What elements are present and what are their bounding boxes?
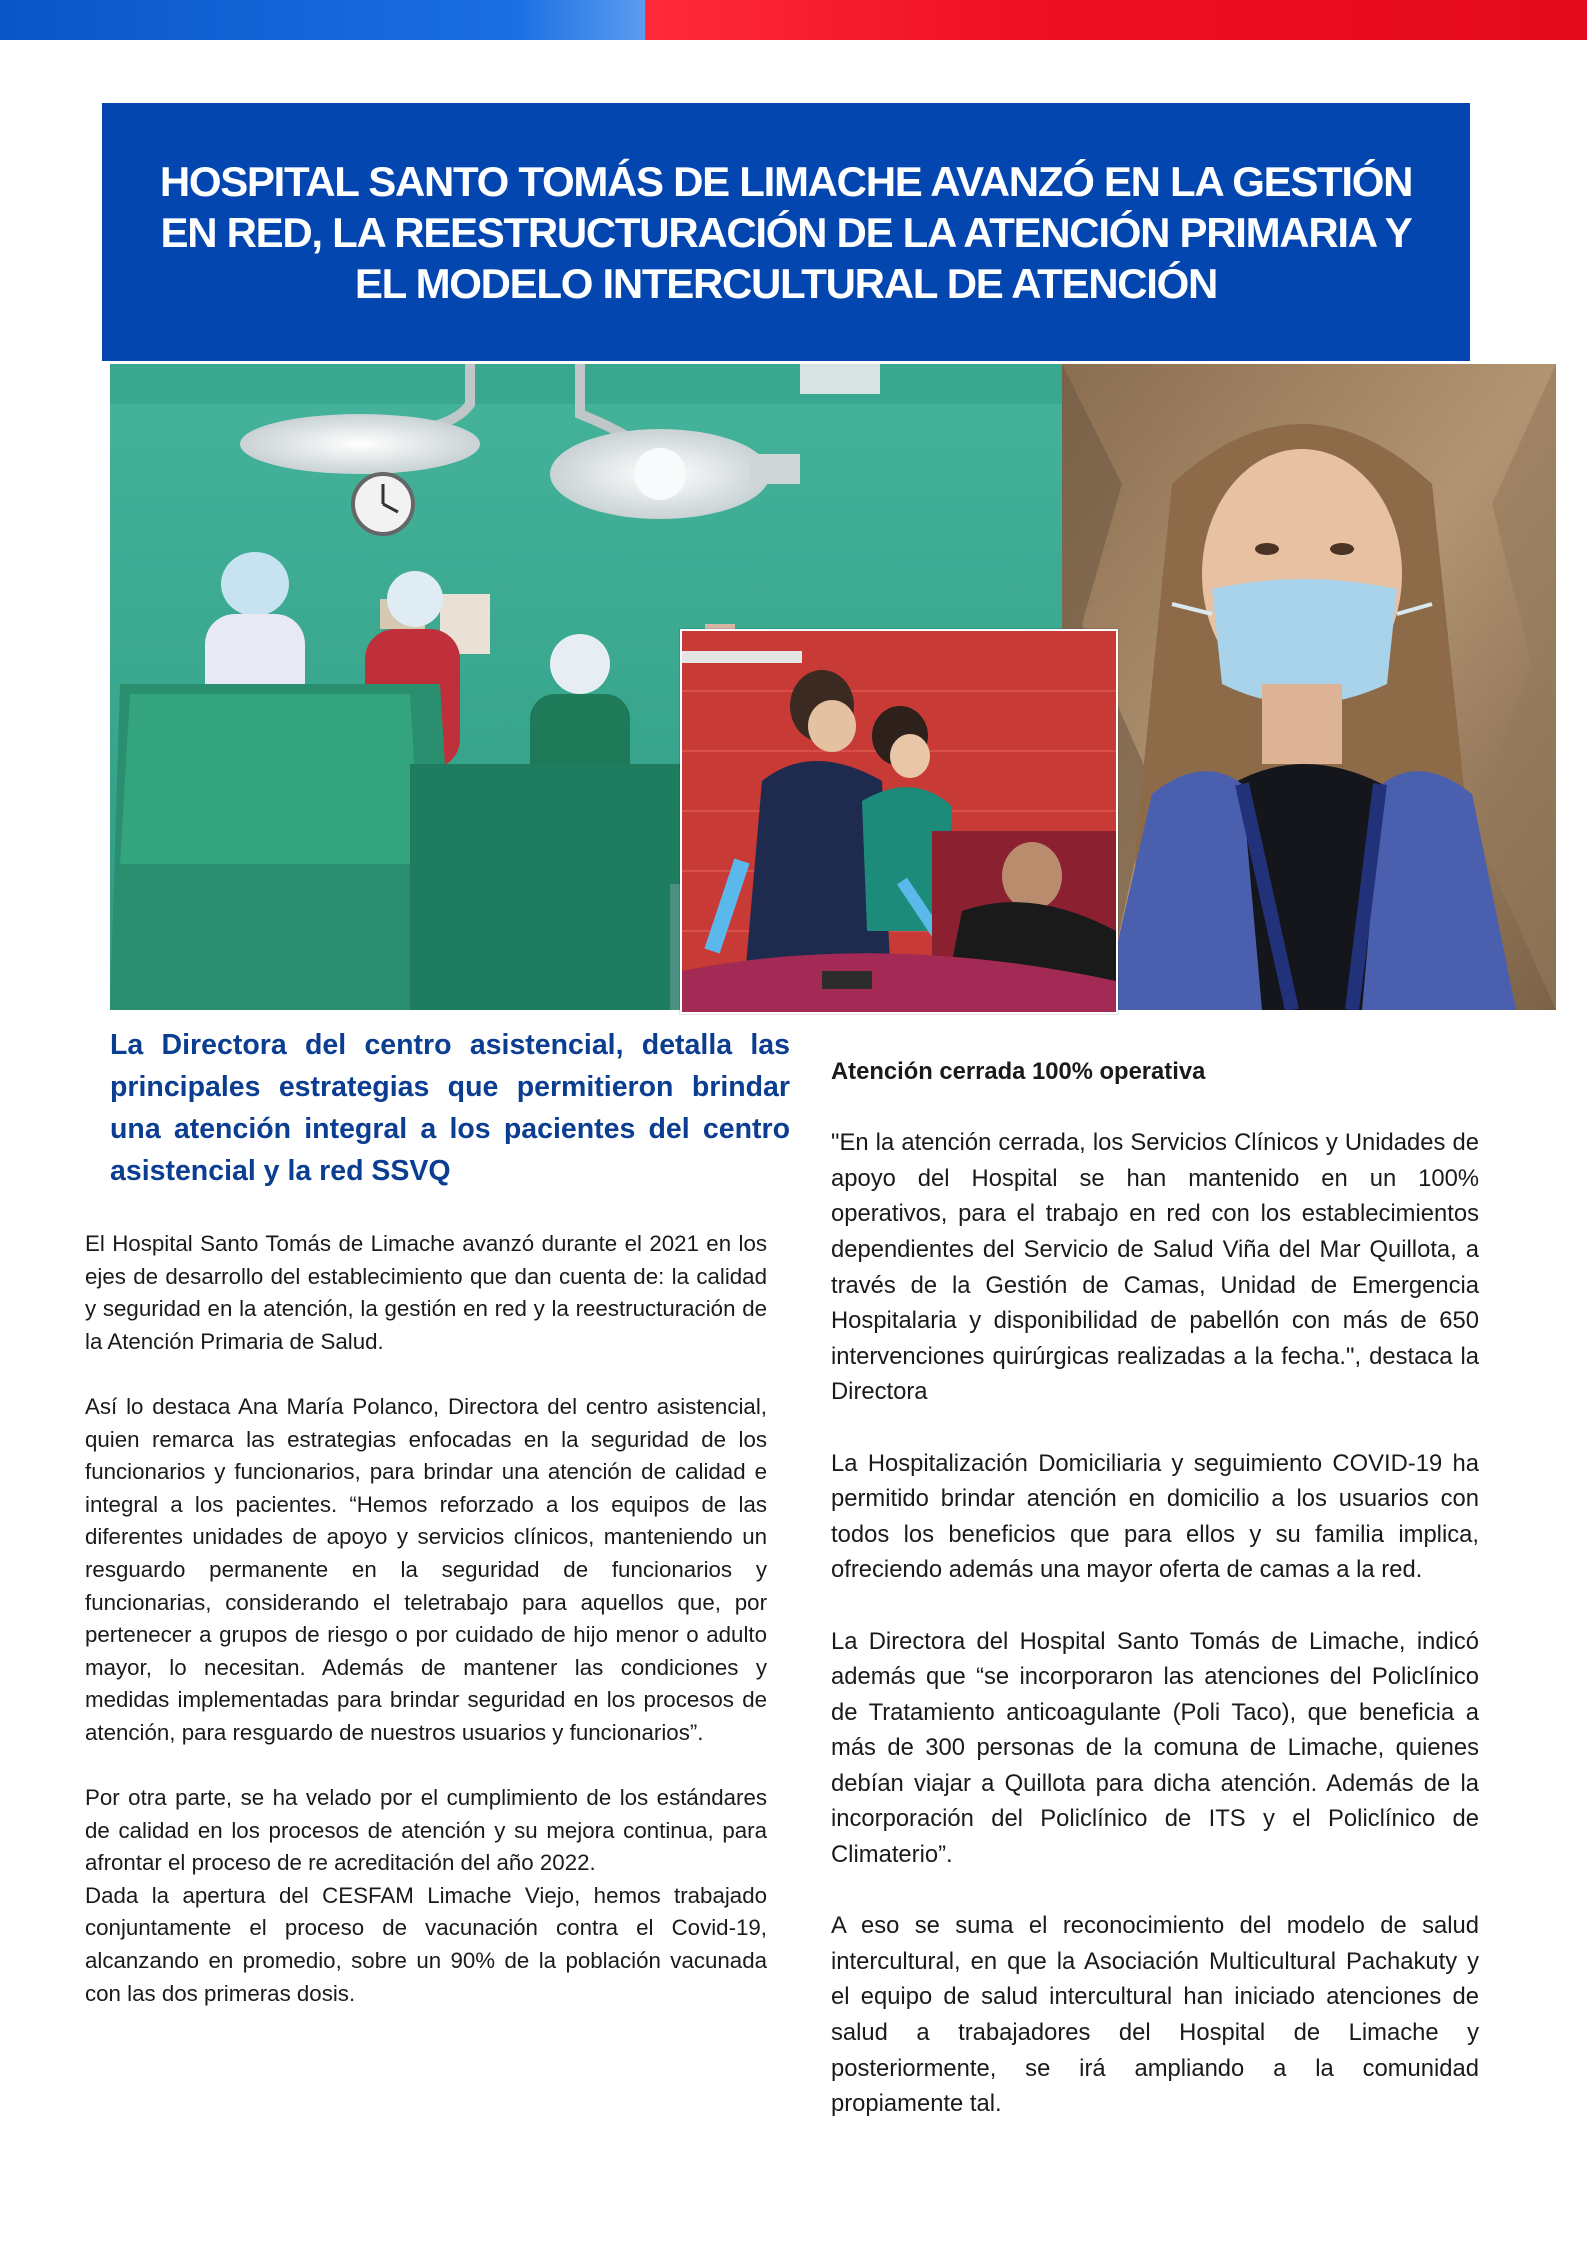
brand-stripe-blue	[0, 0, 645, 40]
right-column	[831, 1054, 1479, 2122]
body-paragraph: Dada la apertura del CESFAM Limache Viejo, hemos trabajado conjuntamente el proceso de vacunación contra el Covid-19, alcanzando en promedio, sobre un 90% de la población vacunada con las dos primeras dosis.	[85, 1882, 767, 2006]
body-paragraph: La Hospitalización Domiciliaria y seguimiento COVID-19 ha permitido brindar atención en domicilio a los usuarios con todos los beneficios que para ellos y su familia implica, ofreciendo además una mayor oferta de camas a la red.	[831, 1449, 1479, 1584]
brand-stripe	[0, 0, 1587, 40]
headline-banner	[102, 103, 1470, 361]
body-paragraph: Por otra parte, se ha velado por el cumplimiento de los estándares de calidad en los procesos de atención y su mejora continua, para afrontar el proceso de re acreditación del año 2022.	[85, 1785, 767, 1876]
headline: HOSPITAL SANTO TOMÁS DE LIMACHE AVANZÓ EN LA GESTIÓN EN RED, LA REESTRUCTURACIÓN DE LA ATENCIÓN PRIMARIA Y EL MODELO INTERCULTURAL DE ATENCIÓN	[159, 157, 1413, 307]
body-paragraph: Así lo destaca Ana María Polanco, Directora del centro asistencial, quien remarca las estrategias enfocadas en la seguridad de los funcionarios y funcionarios, para brindar una atención de calidad e integral a los pacientes. “Hemos reforzado a los equipos de las diferentes unidades de apoyo y servicios clínicos, manteniendo un resguardo permanente en la seguridad de funcionarios y funcionarias, considerando el teletrabajo para aquellos que, por pertenecer a grupos de riesgo o por cuidado de hijo menor o adulto mayor, lo necesitan. Además de mantener las condiciones y medidas implementadas para brindar seguridad en los procesos de atención, para resguardo de nuestros usuarios y funcionarios”.	[85, 1393, 767, 1745]
body-paragraph: La Directora del Hospital Santo Tomás de Limache, indicó además que “se incorporaron las atenciones del Policlínico de Tratamiento anticoagulante (Poli Taco), que beneficia a más de 300 personas de la comuna de Limache, quienes debían viajar a Quillota para dicha atención. Además de la incorporación del Policlínico de ITS y el Policlínico de Climaterio”.	[831, 1627, 1479, 1869]
section-title: Atención cerrada 100% operativa	[831, 1058, 1206, 1085]
lead-paragraph: La Directora del centro asistencial, detalla las principales estrategias que permitieron brindar una atención integral a los pacientes del centro asistencial y la red SSVQ	[110, 1029, 790, 1187]
left-column	[85, 1228, 767, 2010]
home-care-photo	[680, 629, 1118, 1014]
body-paragraph: El Hospital Santo Tomás de Limache avanzó durante el 2021 en los ejes de desarrollo del establecimiento que dan cuenta de: la calidad y seguridad en la atención, la gestión en red y la reestructuración de la Atención Primaria de Salud.	[85, 1231, 767, 1354]
brand-stripe-red	[645, 0, 1587, 40]
body-paragraph: A eso se suma el reconocimiento del modelo de salud intercultural, en que la Asociación Multicultural Pachakuty y el equipo de salud intercultural han iniciado atenciones de salud a trabajadores del Hospital de Limache y posteriormente, se irá ampliando a la comunidad propiamente tal.	[831, 1912, 1479, 2118]
body-paragraph: "En la atención cerrada, los Servicios Clínicos y Unidades de apoyo del Hospital se han mantenido en un 100% operativos, para el trabajo en red con los establecimientos dependientes del Servicio de Salud Viña del Mar Quillota, a través de la Gestión de Camas, Unidad de Emergencia Hospitalaria y disponibilidad de pabellón con más de 650 intervenciones quirúrgicas realizadas a la fecha.", destaca la Directora	[831, 1129, 1479, 1406]
director-portrait-photo	[1062, 364, 1556, 1010]
